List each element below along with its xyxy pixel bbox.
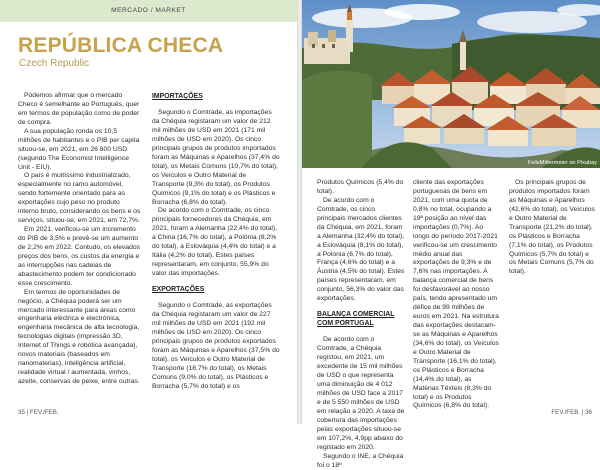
paragraph: O país é muitíssimo industrializado, especialmente no ramo automóvel, sendo fortemente orientado para as exportações cujo peso no produto interno bruto, considerando os bens e os serviços, situou-se, em 2021, em 72,7%. [18, 172, 141, 225]
paragraph: cliente das exportações portuguesas de bens em 2021, com uma quota de 0,8% no total, ocupando a 19ª posição ao nível das importações (0,7%). Ao longo do período 2017-2021 verificou-se um crescimento médio anual das exportações de 9,3% e de 7,6% nas importações. A balança comercial de bens foi desfavorável ao nosso país, tendo apresentado um défice de 99 milhões de euros em 2021. Na estrutura das exportações destacam-se as Máquinas e Aparelhos (34,6% do total), os Veículos e Outro Material de Transporte (16,1% do total), os Plásticos e Borracha (14,4% do total), as Matérias Têxteis (8,3% do total) e os Produtos Químicos (6,8% do total). [413, 179, 499, 410]
left-page [0, 0, 297, 424]
paragraph: Podemos afirmar que o mercado Checo é semelhante ao Português, quer em termos de população como de poder de compra. [18, 92, 140, 126]
paragraph: Produtos Químicos (5,4% do total). [317, 179, 404, 195]
paragraph: Em termos de oportunidades de negócio, a Chéquia poderá ser um mercado interessante para áreas como engenharia eléctrica e electrónica, engenharia mecânica de alta tecnologia, tecnologias digitais (impressão 3D, Internet of Things e robótica avançada), novos materiais (baseados em nanomaterias), inteligência artificial, realidade virtual / aumentada, vinhos, azeite, conservas de peixe, entre outras. [18, 288, 140, 385]
town-photo [302, 0, 600, 168]
right-column-3 [509, 179, 595, 277]
right-page [302, 0, 600, 469]
right-column-1 [317, 179, 405, 470]
paragraph: Segundo o INE, a Chéquia foi o 18º [317, 452, 404, 469]
left-footer: 35 | FEV./FEB. [18, 409, 59, 416]
article-subtitle: Czech Republic [19, 58, 90, 69]
trade-balance-heading: BALANÇA COMERCIAL COM PORTUGAL [317, 311, 395, 328]
paragraph: De acordo com o Comtrade, a Chéquia registou, em 2021, um excedente de 15 mil milhões de USD o que representa uma diminuição de 4 012 milhões de USD face a 2017 e de 5 550 milhões de USD em relação a 2020. A taxa de cobertura das importações pelas exportações situou-se em 107,2%, 4,9pp abaixo do registado em 2020. [317, 336, 405, 451]
right-footer: FEV./FEB. | 36 [551, 409, 592, 416]
left-column-2 [152, 92, 280, 391]
paragraph: De acordo com o Comtrade, os cinco principais mercados clientes da Chéquia, em 2021, foram a Alemanha (32,4% do total), a Eslováquia (8,1% do total), a Polónia (6,7% do total), França (4,6% do total) e a Áustria (4,5% do total). Estes países representaram, em conjunto, 56,3% do valor das exportações. [317, 196, 405, 303]
paragraph: Segundo o Comtrade, as importações da Chéquia registaram um valor de 212 mil milhões de USD em 2021 (171 mil milhões de USD em 2020). Os cinco principais grupos de produtos importados foram as Máquinas e Aparelhos (37,4% do total), os Metais Comuns (10,7% do total), os Veículos e Outro Material de Transporte (9,3% do total), os Produtos Químicos (9,1% do total) e os Plásticos e Borracha (6,8% do total). [152, 109, 280, 206]
paragraph: De acordo com o Comtrade, os cinco principais fornecedores da Chéquia, em 2021, foram a Alemanha (22,4% do total), a China (16,7% do total), a Polónia (8,2% do total), a Eslováquia (4,4% do total) e a Itália (4,2% do total). Estes países representaram, em conjunto, 55,9% do valor das importações. [152, 207, 277, 278]
left-column-1 [18, 92, 142, 387]
paragraph: Em 2021, verificou-se um incremento do PIB de 3,5% e prevê-se um aumento de 2,2% em 2022. Contudo, os elevados preços dos bens, os custos da energia e as interrupções nas cadeias de abastecimento podem ter condicionado esse crescimento. [18, 226, 140, 287]
exports-heading: EXPORTAÇÕES [152, 285, 205, 293]
section-label: MERCADO / MARKET [111, 7, 186, 14]
photo-credit: FelixMittermeier on Pixabay [527, 160, 597, 166]
paragraph: Os principais grupos de produtos importados foram as Máquinas e Aparelhos (42,6% do total), os Veículos e Outro Material de Transporte (21,2% do total), os Plásticos e Borracha (7,1% do total), os Produtos Químicos (5,7% do total) e os Metais Comuns (5,7% do total). [509, 179, 595, 276]
article-title: REPÚBLICA CHECA [18, 34, 224, 57]
right-column-2 [413, 179, 499, 411]
imports-heading: IMPORTAÇÕES [152, 93, 203, 100]
paragraph: Segundo o Comtrade, as exportações da Chéquia registaram um valor de 227 mil milhões de USD em 2021 (192 mil milhões de USD em 2020). Os cinco principais grupos de produtos exportados foram as Máquinas e Aparelhos (37,5% do total), os Veículos e Outro Material de Transporte (18,7% do total), os Metais Comuns (9,0% do total), os Plásticos e Borracha (5,7% do total) e os [152, 302, 280, 390]
paragraph: A sua população ronda os 10,5 milhões de habitantes e o PIB per capita situou-se, em 2021, em 26 800 USD (segundo The Economist Intelligence Unit - EIU). [18, 127, 140, 171]
